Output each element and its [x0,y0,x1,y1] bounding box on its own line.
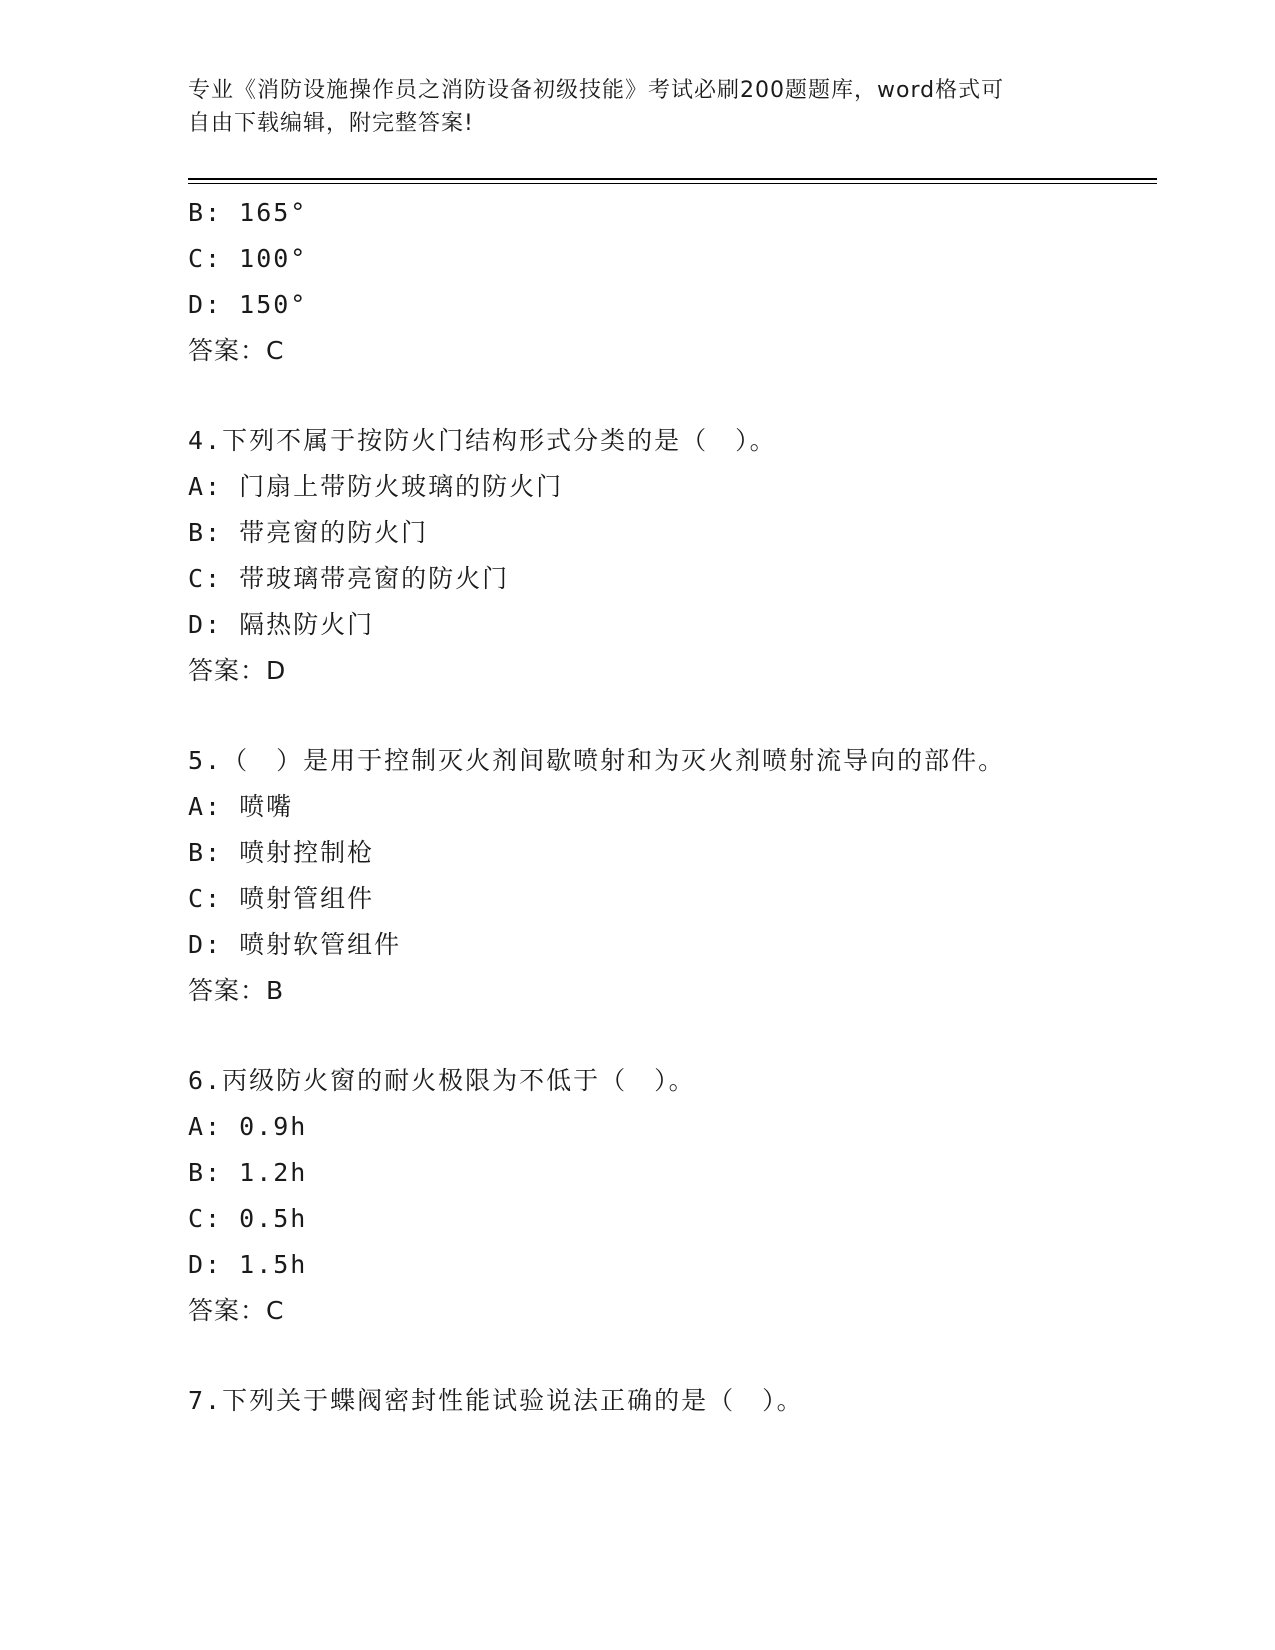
header-line-1: 专业《消防设施操作员之消防设备初级技能》考试必刷200题题库，word格式可 [188,78,1005,103]
question-5-option-a: A: 喷嘴 [188,792,294,821]
question-4-option-c: C: 带玻璃带亮窗的防火门 [188,564,510,593]
question-5-answer: 答案：B [188,976,285,1005]
question-4-option-d: D: 隔热防火门 [188,610,375,639]
question-5-text: 5.（ ）是用于控制灭火剂间歇喷射和为灭火剂喷射流导向的部件。 [188,746,1006,775]
question-4-text: 4.下列不属于按防火门结构形式分类的是（ ）。 [188,426,777,455]
question-6-option-d: D: 1.5h [188,1250,308,1279]
header-divider-thin [188,183,1157,184]
question-6-text: 6.丙级防火窗的耐火极限为不低于（ ）。 [188,1066,696,1095]
question-5-option-b: B: 喷射控制枪 [188,838,375,867]
question-4-answer: 答案：D [188,656,287,685]
header-line-2: 自由下载编辑，附完整答案! [188,111,474,136]
question-5-block [188,738,1148,1014]
question-list [188,190,1148,1424]
question-3-option-d: D: 150° [188,290,308,319]
question-3-option-b: B: 165° [188,198,308,227]
document-header [188,74,1088,140]
question-5-option-c: C: 喷射管组件 [188,884,375,913]
question-6-option-a: A: 0.9h [188,1112,308,1141]
question-7-text: 7.下列关于蝶阀密封性能试验说法正确的是（ ）。 [188,1386,804,1415]
spacer [188,694,1148,738]
question-6-block [188,1058,1148,1334]
spacer [188,1334,1148,1378]
question-5-option-d: D: 喷射软管组件 [188,930,402,959]
question-3-block [188,190,1148,374]
question-6-option-b: B: 1.2h [188,1158,308,1187]
question-4-block [188,418,1148,694]
question-4-option-a: A: 门扇上带防火玻璃的防火门 [188,472,564,501]
header-divider-thick [188,178,1157,180]
question-3-option-c: C: 100° [188,244,308,273]
question-3-answer: 答案：C [188,336,285,365]
question-6-answer: 答案：C [188,1296,285,1325]
spacer [188,374,1148,418]
spacer [188,1014,1148,1058]
question-6-option-c: C: 0.5h [188,1204,308,1233]
question-4-option-b: B: 带亮窗的防火门 [188,518,429,547]
question-7-block [188,1378,1148,1424]
